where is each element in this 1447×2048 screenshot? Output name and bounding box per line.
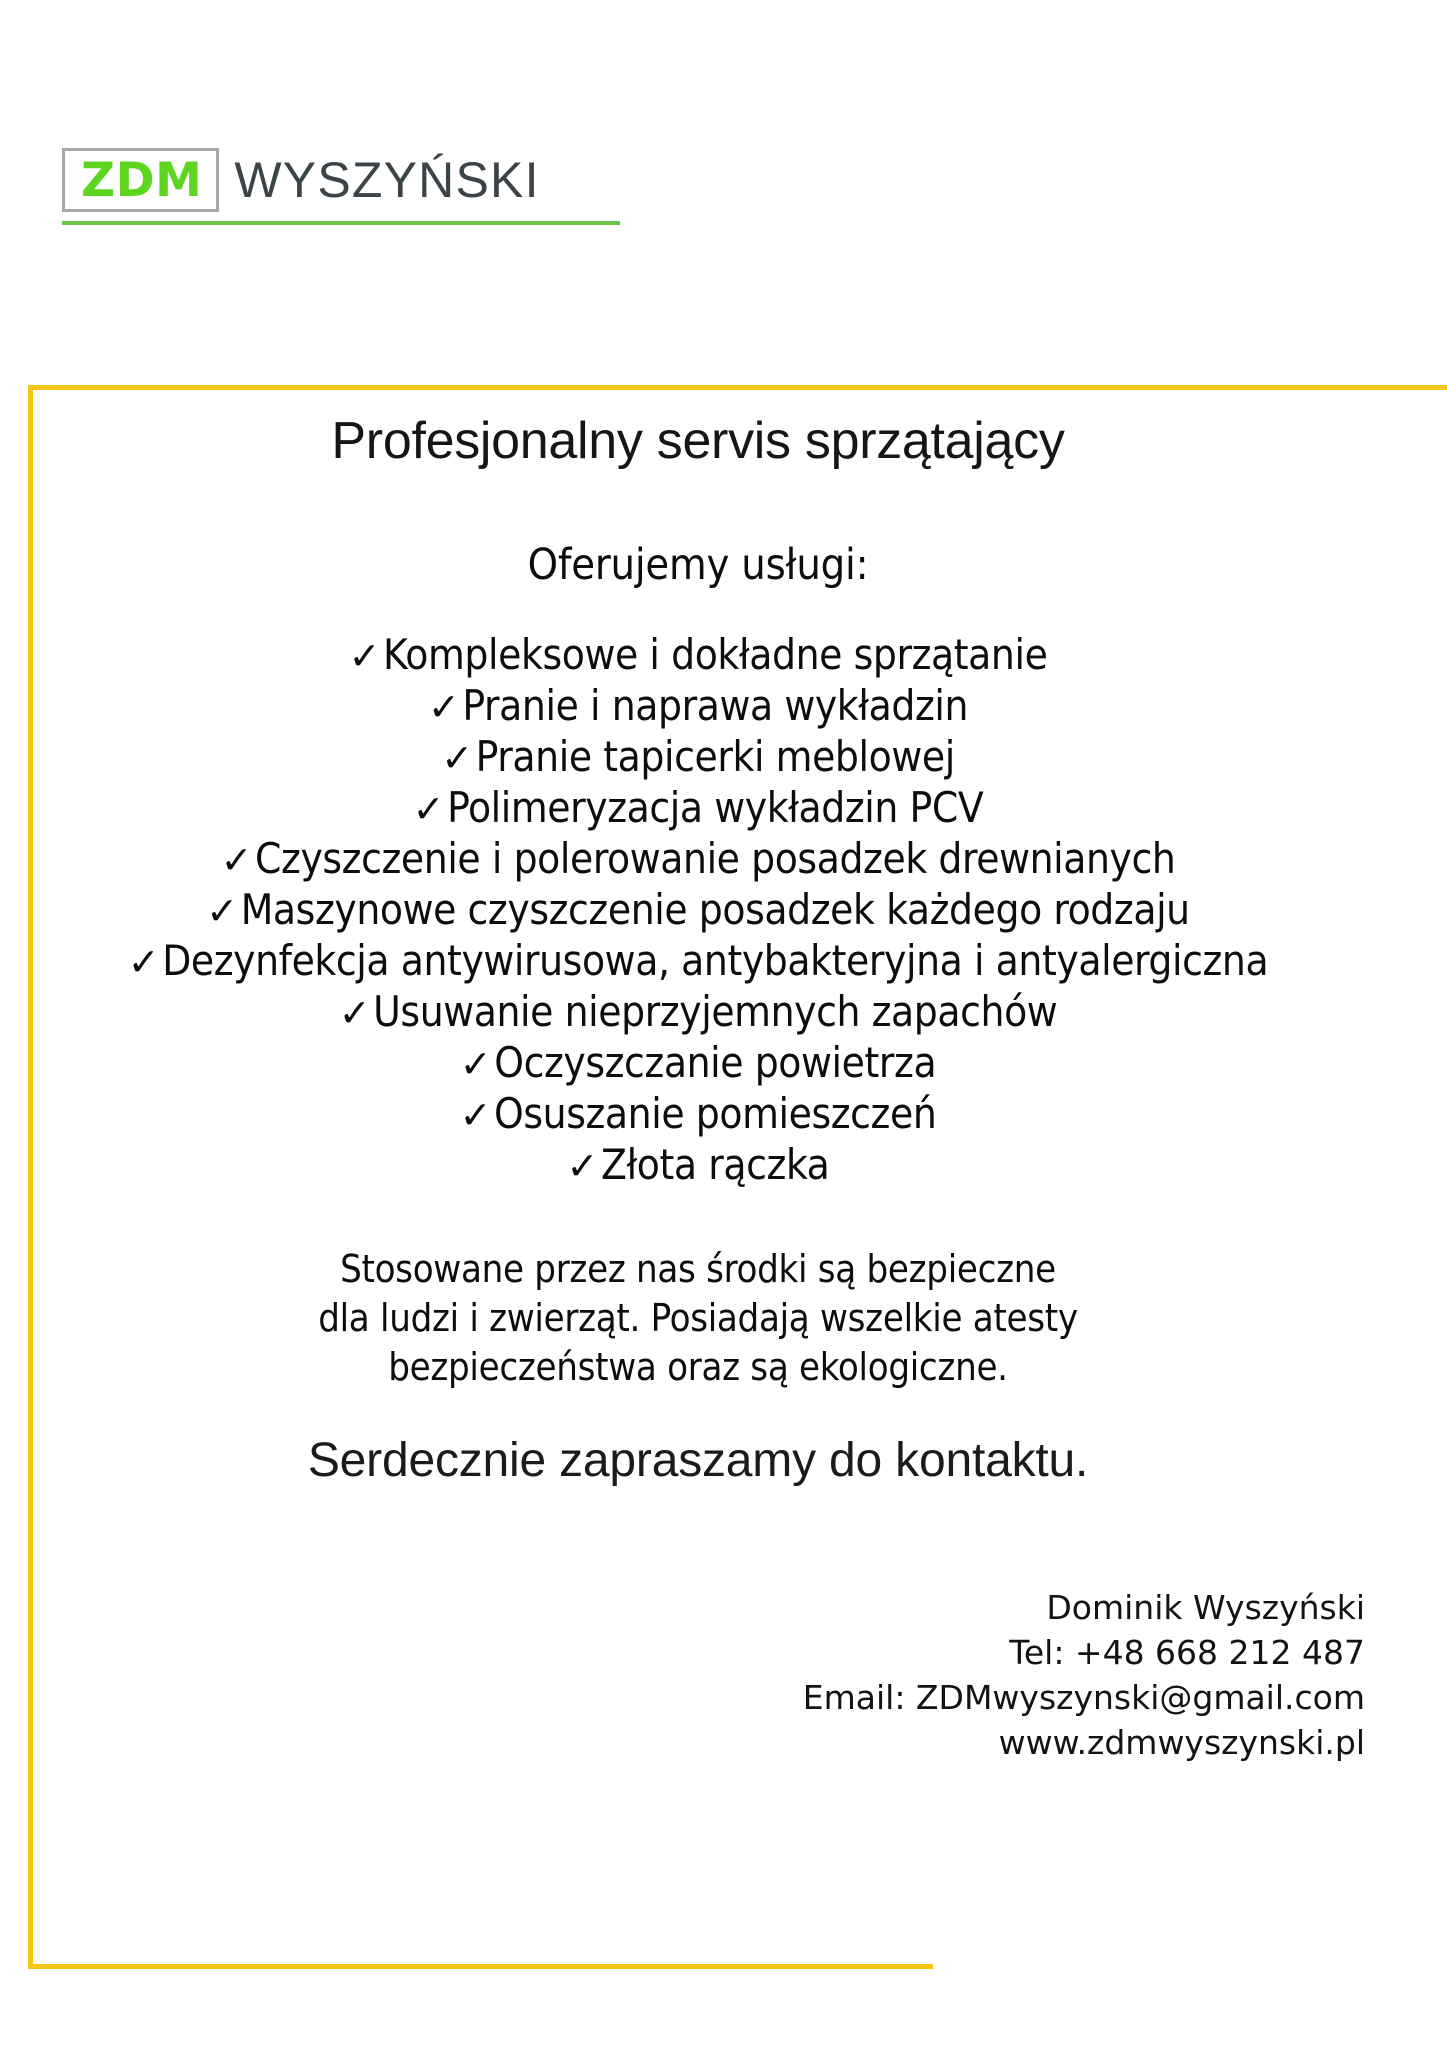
logo-mark-text: ZDM [81, 152, 203, 208]
check-icon: ✓ [127, 940, 160, 984]
list-item-label: Maszynowe czyszczenie posadzek każdego rodzaju [240, 885, 1190, 934]
list-item [28, 1038, 1368, 1089]
logo-word-text: WYSZYŃSKI [234, 152, 540, 208]
logo-underline-rule [62, 221, 620, 225]
list-item-label: Kompleksowe i dokładne sprzątanie [383, 630, 1048, 679]
check-icon: ✓ [427, 685, 460, 729]
page-title: Profesjonalny servis sprzątający [331, 412, 1065, 470]
list-item [28, 987, 1368, 1038]
list-item [28, 630, 1368, 681]
check-icon: ✓ [220, 838, 253, 882]
check-icon: ✓ [459, 1042, 492, 1086]
assurance-paragraph [28, 1245, 1368, 1392]
assurance-line: dla ludzi i zwierząt. Posiadają wszelkie atesty [318, 1296, 1078, 1340]
logo-wordmark [219, 148, 539, 212]
list-item [28, 1089, 1368, 1140]
contact-name: Dominik Wyszyński [1046, 1588, 1365, 1627]
list-item-label: Dezynfekcja antywirusowa, antybakteryjna i antyalergiczna [162, 936, 1269, 985]
list-item [28, 834, 1368, 885]
check-icon: ✓ [338, 991, 371, 1035]
list-item [28, 1140, 1368, 1191]
list-item-label: Oczyszczanie powietrza [494, 1038, 937, 1087]
list-item [28, 732, 1368, 783]
contact-block [803, 1585, 1365, 1765]
list-item-label: Pranie tapicerki meblowej [475, 732, 955, 781]
list-item-label: Pranie i naprawa wykładzin [462, 681, 969, 730]
company-logo [62, 148, 622, 225]
frame-top-extension [1422, 385, 1447, 390]
contact-website[interactable]: www.zdmwyszynski.pl [998, 1723, 1365, 1762]
list-item [28, 885, 1368, 936]
services-list [28, 630, 1368, 1191]
contact-email[interactable]: Email: ZDMwyszynski@gmail.com [802, 1678, 1365, 1717]
logo-mark-box [62, 148, 216, 212]
check-icon: ✓ [441, 736, 473, 780]
check-icon: ✓ [412, 787, 445, 831]
flyer-content [28, 385, 1422, 1969]
check-icon: ✓ [566, 1144, 598, 1188]
list-item [28, 936, 1368, 987]
list-item-label: Polimeryzacja wykładzin PCV [447, 783, 984, 832]
check-icon: ✓ [206, 889, 238, 933]
services-subtitle: Oferujemy usługi: [527, 540, 869, 590]
assurance-line: bezpieczeństwa oraz są ekologiczne. [388, 1345, 1008, 1389]
list-item-label: Osuszanie pomieszczeń [494, 1089, 937, 1138]
contact-phone[interactable]: Tel: +48 668 212 487 [1009, 1633, 1365, 1672]
list-item [28, 783, 1368, 834]
assurance-line: Stosowane przez nas środki są bezpieczne [340, 1247, 1056, 1291]
invitation-text: Serdecznie zapraszamy do kontaktu. [307, 1434, 1089, 1487]
logo-row [62, 148, 622, 212]
check-icon: ✓ [348, 634, 381, 678]
check-icon: ✓ [459, 1093, 492, 1137]
list-item-label: Złota rączka [600, 1140, 830, 1189]
list-item-label: Czyszczenie i polerowanie posadzek drewnianych [255, 834, 1176, 883]
list-item [28, 681, 1368, 732]
list-item-label: Usuwanie nieprzyjemnych zapachów [373, 987, 1058, 1036]
